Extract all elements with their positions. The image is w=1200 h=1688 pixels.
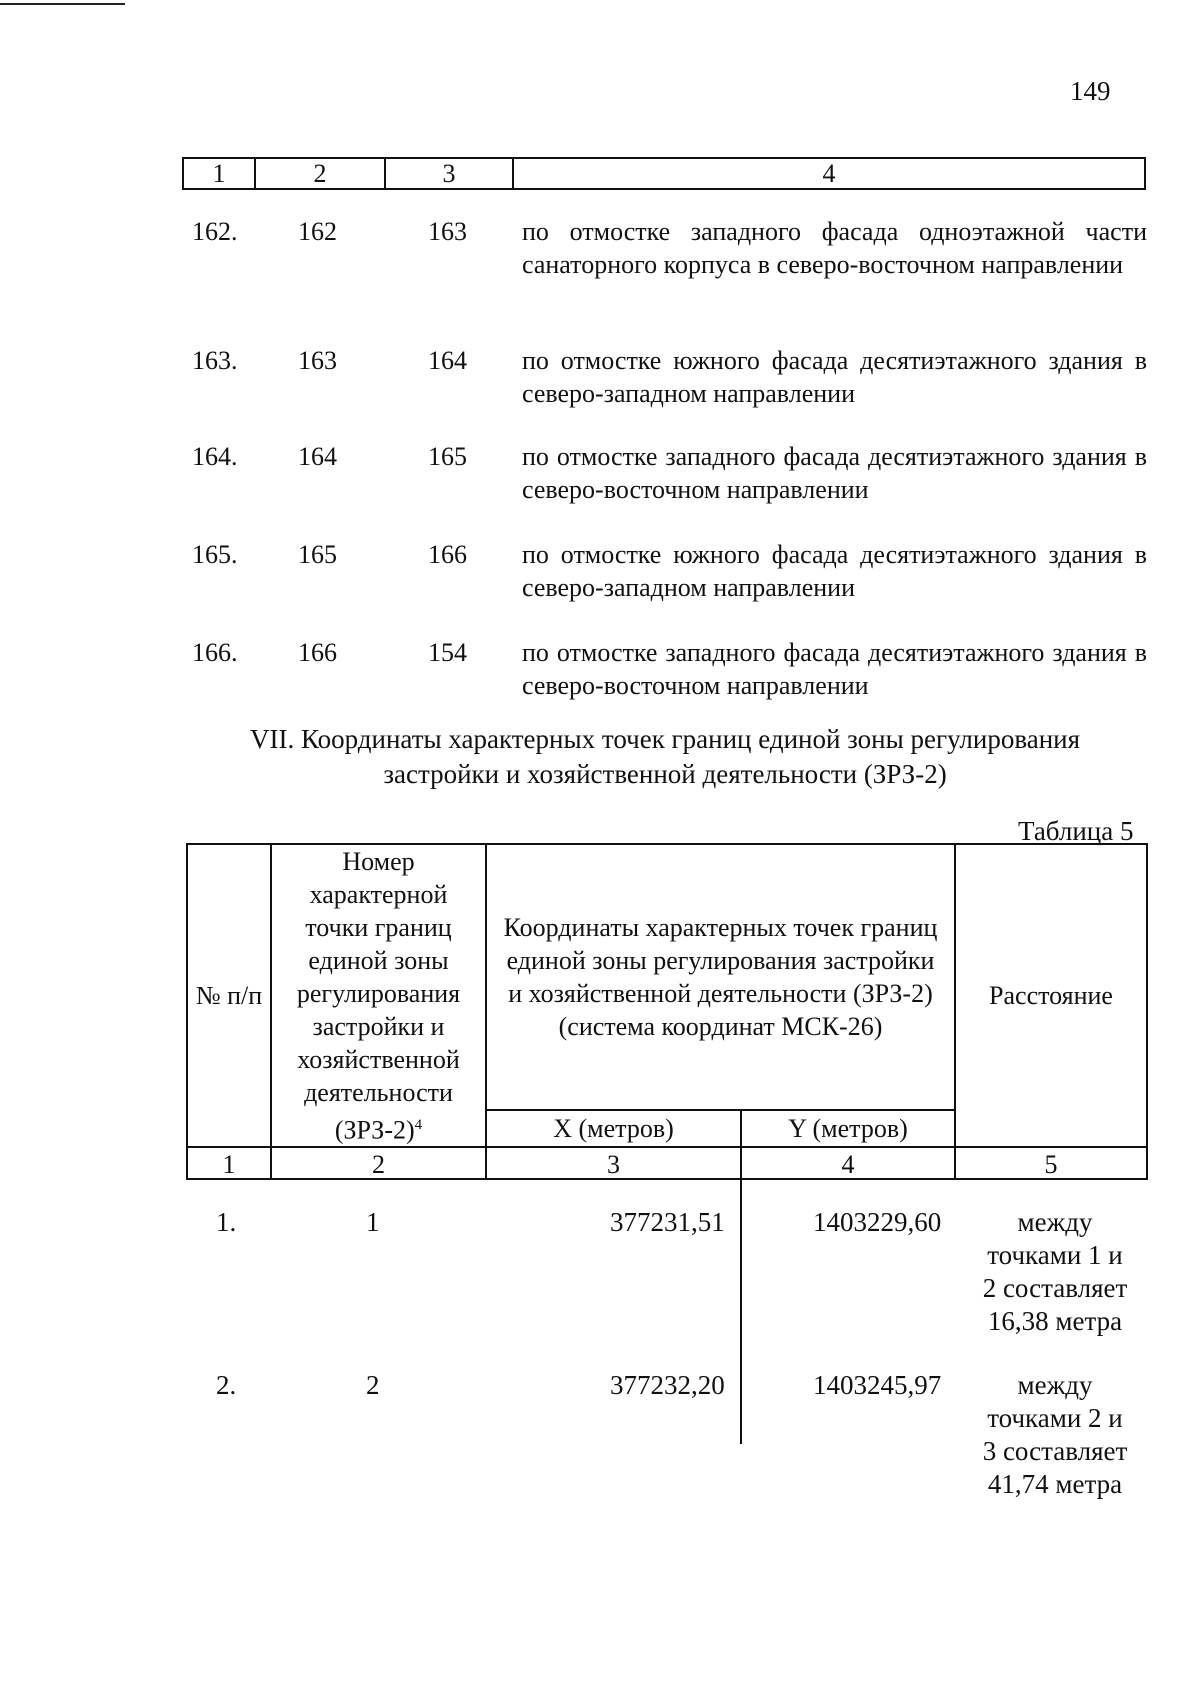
- row-number: 163.: [192, 346, 238, 375]
- point-number: 1: [366, 1207, 380, 1237]
- point-from: 163: [298, 346, 337, 375]
- table1-header-cell: 3: [384, 159, 512, 188]
- point-from: 166: [298, 638, 337, 667]
- point-to: 165: [428, 442, 467, 471]
- row-description: по отмостке западного фасада десятиэтажного здания в северо-восточном направлении: [522, 638, 1147, 700]
- header-x: X (метров): [553, 1114, 674, 1143]
- header-point-label: [280, 845, 477, 1147]
- x-coordinate: 377231,51: [610, 1207, 725, 1237]
- header-num-label: № п/п: [195, 981, 263, 1010]
- section-title-line: VII. Координаты характерных точек границ единой зоны регулирования: [249, 724, 1081, 754]
- row-number: 2.: [216, 1370, 237, 1400]
- table1-header: [182, 157, 1146, 190]
- distance-text: между точками 1 и 2 составляет 16,38 метра: [982, 1207, 1128, 1336]
- y-coordinate: 1403245,97: [813, 1370, 942, 1400]
- table2-header: [186, 843, 1148, 1180]
- point-to: 166: [428, 540, 467, 569]
- table1-header-cell: 2: [254, 159, 384, 188]
- page-number: 149: [1070, 76, 1111, 106]
- row-description: по отмостке южного фасада десятиэтажного здания в северо-западном направлении: [522, 346, 1147, 408]
- section-title-line: застройки и хозяйственной деятельности (ЗРЗ-2): [383, 759, 947, 789]
- row-number: 164.: [192, 442, 238, 471]
- table1-header-cell: 1: [212, 158, 226, 188]
- x-coordinate: 377232,20: [610, 1370, 725, 1400]
- point-from: 162: [298, 217, 337, 246]
- column-number: 1: [222, 1149, 236, 1179]
- row-number: 165.: [192, 540, 238, 569]
- header-num: [188, 845, 270, 1146]
- row-description: по отмостке западного фасада одноэтажной части санаторного корпуса в северо-восточном направлении: [522, 217, 1147, 279]
- column-number: 5: [1044, 1149, 1058, 1179]
- y-coordinate: 1403229,60: [813, 1207, 942, 1237]
- column-number: 4: [841, 1149, 855, 1179]
- point-number: 2: [366, 1370, 380, 1400]
- distance-text: между точками 2 и 3 составляет 41,74 метра: [982, 1370, 1128, 1499]
- header-coords: Координаты характерных точек границ единой зоны регулирования застройки и хозяйственной деятельности (ЗРЗ-2) (система координат МСК-26): [503, 913, 938, 1041]
- point-to: 163: [428, 217, 467, 246]
- column-number: 2: [372, 1149, 385, 1179]
- top-left-rule: [0, 3, 125, 5]
- table1-header-cell: 4: [512, 159, 1144, 188]
- footnote-marker: 4: [414, 1116, 423, 1133]
- row-number: 1.: [216, 1207, 237, 1237]
- point-from: 164: [298, 442, 337, 471]
- row-description: по отмостке южного фасада десятиэтажного здания в северо-западном направлении: [522, 540, 1147, 602]
- point-to: 154: [428, 638, 467, 667]
- column-number: 3: [607, 1149, 620, 1179]
- point-to: 164: [428, 346, 467, 375]
- row-number: 166.: [192, 638, 238, 667]
- header-distance: Расстояние: [989, 981, 1113, 1010]
- row-description: по отмостке западного фасада десятиэтажного здания в северо-восточном направлении: [522, 442, 1147, 504]
- section-title: [180, 722, 1150, 792]
- table-label: Таблица 5: [1018, 816, 1134, 846]
- point-from: 165: [298, 540, 337, 569]
- header-point: [272, 845, 485, 1146]
- header-point-text: Номер характерной точки границ единой зоны регулирования застройки и хозяйственной деятельности (ЗРЗ-2): [296, 846, 461, 1145]
- header-y: Y (метров): [788, 1114, 908, 1143]
- row-number: 162.: [192, 217, 238, 246]
